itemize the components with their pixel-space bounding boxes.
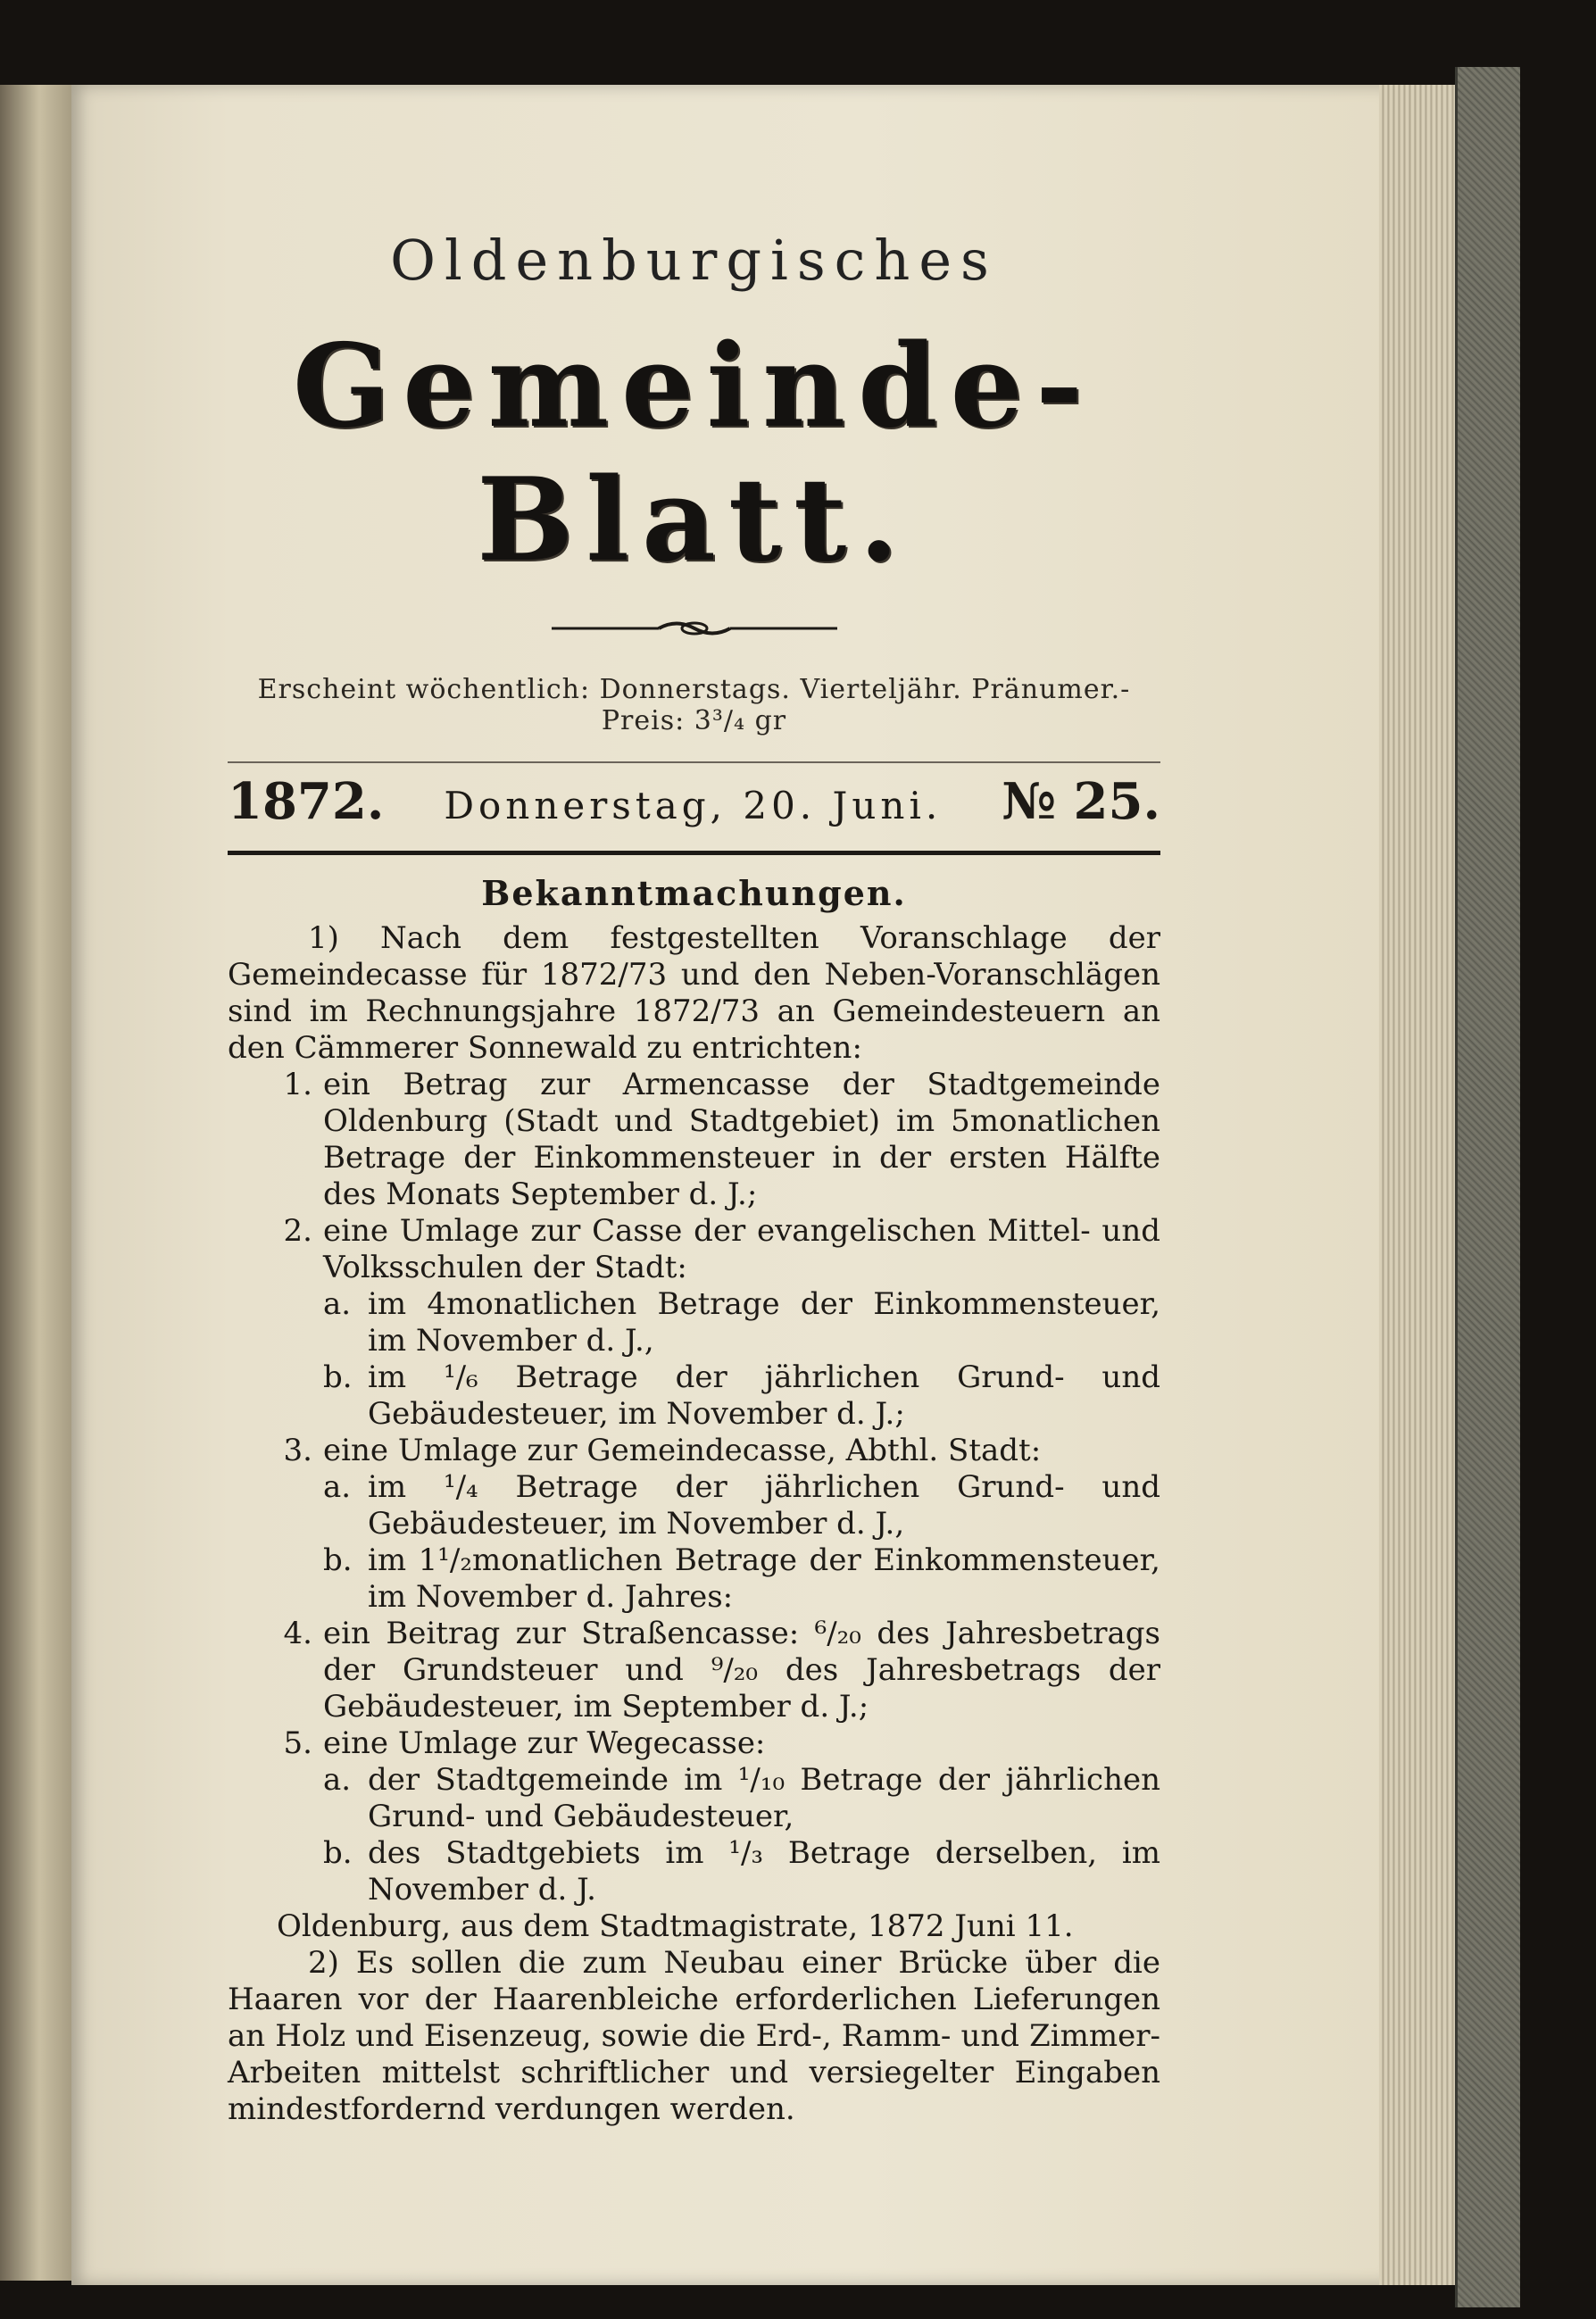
sub-item <box>323 1762 1160 1835</box>
sub-item <box>323 1286 1160 1359</box>
list-item-text: eine Umlage zur Wegecasse: <box>323 1725 766 1761</box>
left-page-edge <box>0 85 71 2281</box>
list-item <box>228 1616 1160 1725</box>
list-item-text: ein Betrag zur Armencasse der Stadtgemeinde Oldenburg (Stadt und Stadtgebiet) im 5monatlichen Betrage der Einkommensteuer in der ersten Hälfte des Monats September d. J.; <box>323 1067 1160 1212</box>
sub-item-letter: a. <box>323 1286 352 1322</box>
sub-item-text: im ¹/₄ Betrage der jährlichen Grund- und Gebäudesteuer, im November d. J., <box>368 1469 1160 1542</box>
notice-1-intro: 1) Nach dem festgestellten Voranschlage der Gemeindecasse für 1872/73 und den Neben-Voranschlägen sind im Rechnungsjahre 1872/73 an Gemeindesteuern an den Cämmerer Sonnewald zu entrichten: <box>228 920 1160 1066</box>
divider-thick <box>228 851 1160 855</box>
issue-number: № 25. <box>1002 772 1160 831</box>
sub-item-letter: a. <box>323 1469 352 1505</box>
list-item-body <box>323 1067 1160 1213</box>
book-cover-edge <box>1455 67 1520 2307</box>
journal-title: Gemeinde-Blatt. <box>292 320 1096 587</box>
list-item-body <box>323 1616 1160 1725</box>
list-item-number: 3. <box>283 1433 312 1468</box>
sub-item <box>323 1469 1160 1542</box>
sub-item-text: im 1¹/₂monatlichen Betrage der Einkommensteuer, im November d. Jahres: <box>368 1542 1160 1615</box>
section-heading: Bekanntmachungen. <box>481 873 907 913</box>
list-item-body <box>323 1433 1160 1616</box>
issue-date: Donnerstag, 20. Juni. <box>444 784 943 827</box>
levy-list <box>228 1067 1160 1908</box>
list-item-number: 1. <box>283 1067 312 1102</box>
sub-item-text: der Stadtgemeinde im ¹/₁₀ Betrage der jährlichen Grund- und Gebäudesteuer, <box>368 1762 1160 1834</box>
sub-item <box>323 1359 1160 1433</box>
sub-item-letter: b. <box>323 1835 353 1871</box>
page-edges <box>1379 85 1455 2285</box>
ornament-divider-icon <box>552 619 837 638</box>
journal-name: Oldenburgisches <box>390 228 998 293</box>
sub-item-letter: a. <box>323 1762 352 1798</box>
sub-item-letter: b. <box>323 1359 353 1395</box>
page-content <box>228 228 1160 2128</box>
sub-item <box>323 1542 1160 1616</box>
subscription-info: Erscheint wöchentlich: Donnerstags. Vierteljähr. Pränumer.-Preis: 3³/₄ gr <box>257 674 1131 736</box>
list-item-text: ein Beitrag zur Straßencasse: ⁶/₂₀ des Jahresbetrags der Grundsteuer und ⁹/₂₀ des Jahresbetrags der Gebäudesteuer, im September d. J.; <box>323 1616 1160 1725</box>
list-item-body <box>323 1213 1160 1433</box>
notice-2: 2) Es sollen die zum Neubau einer Brücke über die Haaren vor der Haarenbleiche erforderlichen Lieferungen an Holz und Eisenzeug, sowie die Erd-, Ramm- und Zimmer-Arbeiten mittelst schriftlicher und versiegelter Eingaben mindestfordernd verdungen werden. <box>228 1945 1160 2127</box>
list-item <box>228 1433 1160 1616</box>
issue-date-line <box>228 772 1160 831</box>
list-item-text: eine Umlage zur Gemeindecasse, Abthl. Stadt: <box>323 1433 1042 1468</box>
issue-year: 1872. <box>228 772 385 831</box>
sub-item <box>323 1835 1160 1908</box>
signoff: Oldenburg, aus dem Stadtmagistrate, 1872 Juni 11. <box>277 1908 1074 1944</box>
list-item-number: 4. <box>283 1616 312 1651</box>
divider-thin <box>228 761 1160 763</box>
sub-item-letter: b. <box>323 1542 353 1578</box>
list-item-number: 2. <box>283 1213 312 1249</box>
list-item <box>228 1725 1160 1908</box>
list-item-number: 5. <box>283 1725 312 1761</box>
sub-item-text: des Stadtgebiets im ¹/₃ Betrage derselben, im November d. J. <box>368 1835 1160 1908</box>
list-item-body <box>323 1725 1160 1908</box>
sub-item-text: im ¹/₆ Betrage der jährlichen Grund- und Gebäudesteuer, im November d. J.; <box>368 1359 1160 1432</box>
list-item-text: eine Umlage zur Casse der evangelischen Mittel- und Volksschulen der Stadt: <box>323 1213 1160 1285</box>
list-item <box>228 1213 1160 1433</box>
list-item <box>228 1067 1160 1213</box>
sub-item-text: im 4monatlichen Betrage der Einkommensteuer, im November d. J., <box>368 1286 1160 1359</box>
